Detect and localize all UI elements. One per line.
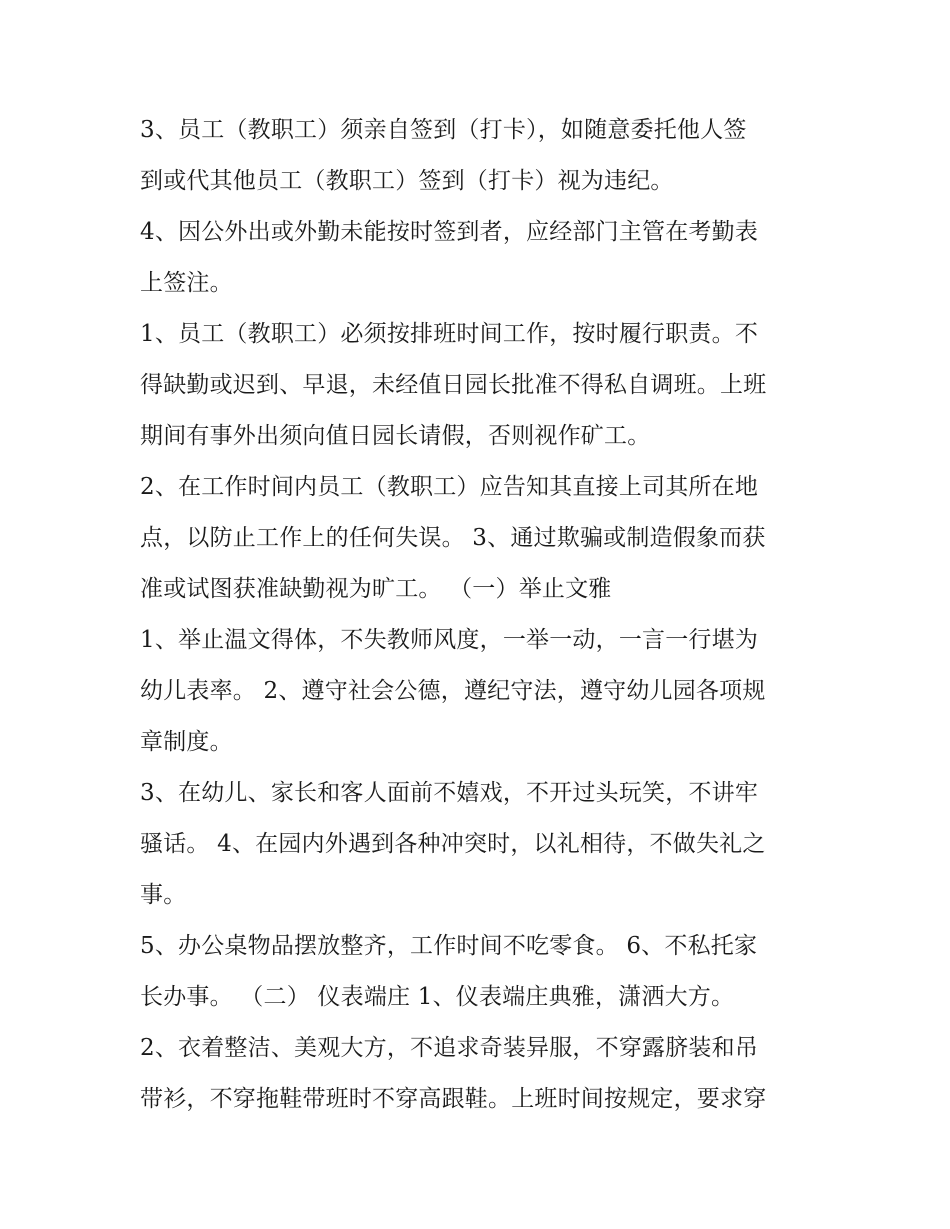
document-body — [140, 105, 820, 1125]
text-line: 期间有事外出须向值日园长请假，否则视作矿工。 — [140, 423, 651, 449]
text-line: 2、在工作时间内员工（教职工）应告知其直接上司其所在地 — [140, 474, 759, 500]
text-line: 长办事。 （二） 仪表端庄 1、仪表端庄典雅，潇洒大方。 — [140, 984, 735, 1010]
text-line: 骚话。 4、在园内外遇到各种冲突时，以礼相待，不做失礼之 — [140, 831, 766, 857]
text-line: 1、员工（教职工）必须按排班时间工作，按时履行职责。不 — [140, 321, 759, 347]
text-line: 上签注。 — [140, 270, 233, 296]
text-line: 事。 — [140, 882, 187, 908]
text-line: 3、员工（教职工）须亲自签到（打卡），如随意委托他人签 — [140, 117, 747, 143]
text-line: 到或代其他员工（教职工）签到（打卡）视为违纪。 — [140, 168, 674, 194]
text-line: 幼儿表率。 2、遵守社会公德，遵纪守法，遵守幼儿园各项规 — [140, 678, 766, 704]
text-line: 3、在幼儿、家长和客人面前不嬉戏，不开过头玩笑，不讲牢 — [140, 780, 759, 806]
text-line: 点，以防止工作上的任何失误。 3、通过欺骗或制造假象而获 — [140, 525, 766, 551]
text-line: 4、因公外出或外勤未能按时签到者，应经部门主管在考勤表 — [140, 219, 759, 245]
text-line: 章制度。 — [140, 729, 233, 755]
text-line: 2、衣着整洁、美观大方，不追求奇装异服，不穿露脐装和吊 — [140, 1035, 759, 1061]
text-line: 准或试图获准缺勤视为旷工。 （一）举止文雅 — [140, 576, 612, 602]
text-line: 1、举止温文得体，不失教师风度，一举一动，一言一行堪为 — [140, 627, 759, 653]
text-line: 带衫，不穿拖鞋带班时不穿高跟鞋。上班时间按规定，要求穿 — [140, 1086, 767, 1112]
text-line: 5、办公桌物品摆放整齐，工作时间不吃零食。 6、不私托家 — [140, 933, 758, 959]
text-line: 得缺勤或迟到、早退，未经值日园长批准不得私自调班。上班 — [140, 372, 767, 398]
